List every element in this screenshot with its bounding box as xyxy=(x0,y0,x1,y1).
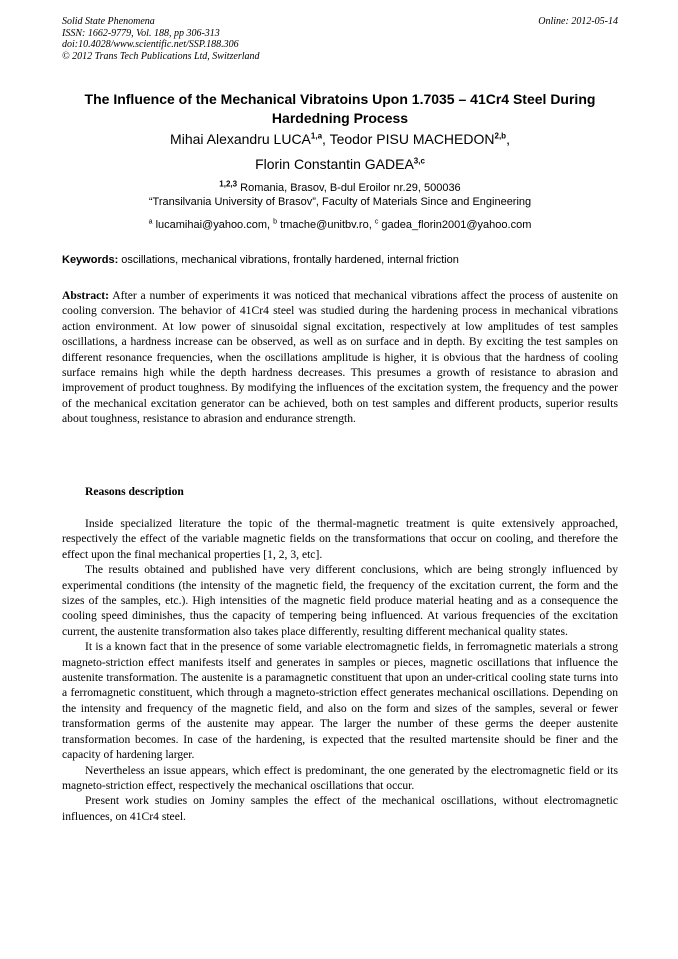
journal-name: Solid State Phenomena xyxy=(62,16,155,27)
email-mark: b xyxy=(273,218,278,226)
journal-doi: doi:10.4028/www.scientific.net/SSP.188.306 xyxy=(62,39,239,51)
email-link[interactable]: gadea_florin2001@yahoo.com xyxy=(378,219,532,231)
author-name: Mihai Alexandru LUCA xyxy=(170,131,311,147)
email-link[interactable]: tmache@unitbv.ro, xyxy=(277,219,375,231)
author-name: Teodor PISU MACHEDON xyxy=(329,131,495,147)
affiliation-address-line xyxy=(62,181,618,195)
online-date: Online: 2012-05-14 xyxy=(538,16,618,27)
affiliation-mark: 1,2,3 xyxy=(219,179,238,189)
abstract-text: After a number of experiments it was noticed that mechanical vibrations affect the process of austenite on cooling conversion. The behavior of 41Cr4 steel was studied during the hardening process in mechanical vibrations action environment. At low power of sinusoidal signal excitation, respectively at low amplitudes of test samples oscillations, a hardness increase can be observed, as well as on surface and in depth. By exciting the test samples on different resonance frequencies, when the oscillations amplitude is higher, it is obvious that the hardness of cooling surface remains high while the depth hardness decreases. This presumes a growth of resistance to abrasion and improvement of product toughness. By modifying the influences of the excitation system, the frequency and the power of the mechanical excitation generator can be achieved, both on test samples and different products, superior results about toughness, resistance to abrasion and endurance strength. xyxy=(62,289,618,426)
paragraph: The results obtained and published have very different conclusions, which are being strongly influenced by experimental conditions (the intensity of the magnetic field, the frequency of the excitation current, the form and the sizes of the samples, etc.). High intensities of the magnetic field produce material heating and as a consequence the cooling speed diminishes, thus the capacity of tempering being influenced. At various frequencies of the excitation current, the austenite transformation also takes place differently, resulting different mechanical quality states. xyxy=(62,563,618,638)
abstract-label: Abstract: xyxy=(62,289,110,302)
author-affil-mark: 1,a xyxy=(310,131,323,141)
paragraph: Nevertheless an issue appears, which effect is predominant, the one generated by the electromagnetic field or its magneto-striction effect, respectively the mechanical oscillations that occur. xyxy=(62,763,618,792)
affiliation xyxy=(62,181,618,209)
affiliation-university: “Transilvania University of Brasov”, Faculty of Materials Since and Engineering xyxy=(148,196,532,208)
author-affil-mark: 3,c xyxy=(413,156,425,166)
section-body xyxy=(62,516,618,824)
author-name: Florin Constantin GADEA xyxy=(255,156,414,172)
paper-title: The Influence of the Mechanical Vibratoins Upon 1.7035 – 41Cr4 Steel During Hardedning Process xyxy=(84,91,596,126)
keywords-label: Keywords: xyxy=(62,254,119,266)
author-affil-mark: 2,b xyxy=(494,131,507,141)
affiliation-address: Romania, Brasov, B-dul Eroilor nr.29, 500036 xyxy=(237,182,461,194)
journal-issn: ISSN: 1662-9779, Vol. 188, pp 306-313 xyxy=(62,27,220,39)
abstract xyxy=(62,288,618,427)
keywords-text: oscillations, mechanical vibrations, frontally hardened, internal friction xyxy=(118,254,459,266)
author-separator: , xyxy=(506,131,510,147)
paragraph: It is a known fact that in the presence of some variable electromagnetic fields, in ferromagnetic materials a strong magneto-striction effect manifests itself and generates in samples or pieces, magnetic oscillations that influence the austenite transformation. The austenite is a paramagnetic constituent that upon an under-critical cooling state turns into a ferromagnetic constituent, which through a magneto-striction effect generates mechanical oscillations. Depending on the intensity and frequency of the magnetic field, and also on the form and sizes of the samples, several or fewer transformation germs of the austenite may appear. The larger the number of these germs the deeper austenite transformation becomes. In case of the hardening, is expected that the resulted martensite should be finer and the capacity of hardening larger. xyxy=(62,640,618,762)
paragraph: Inside specialized literature the topic of the thermal-magnetic treatment is quite extensively approached, respectively the effect of the variable magnetic fields on the transformations that occur on cooling, and therefore the effect upon the final mechanical properties [1, 2, 3, etc]. xyxy=(62,517,618,561)
journal-copyright: © 2012 Trans Tech Publications Ltd, Switzerland xyxy=(62,50,260,62)
email-mark: c xyxy=(374,218,379,226)
email-link[interactable]: lucamihai@yahoo.com, xyxy=(152,219,274,231)
journal-header xyxy=(62,16,618,62)
author-emails xyxy=(62,218,618,232)
author-list xyxy=(62,127,618,177)
author-separator: , xyxy=(322,131,330,147)
paragraph: Present work studies on Jominy samples the effect of the mechanical oscillations, without electromagnetic influences, on 41Cr4 steel. xyxy=(62,794,618,823)
email-mark: a xyxy=(148,218,153,226)
section-heading: Reasons description xyxy=(85,485,184,498)
keywords xyxy=(62,253,618,267)
